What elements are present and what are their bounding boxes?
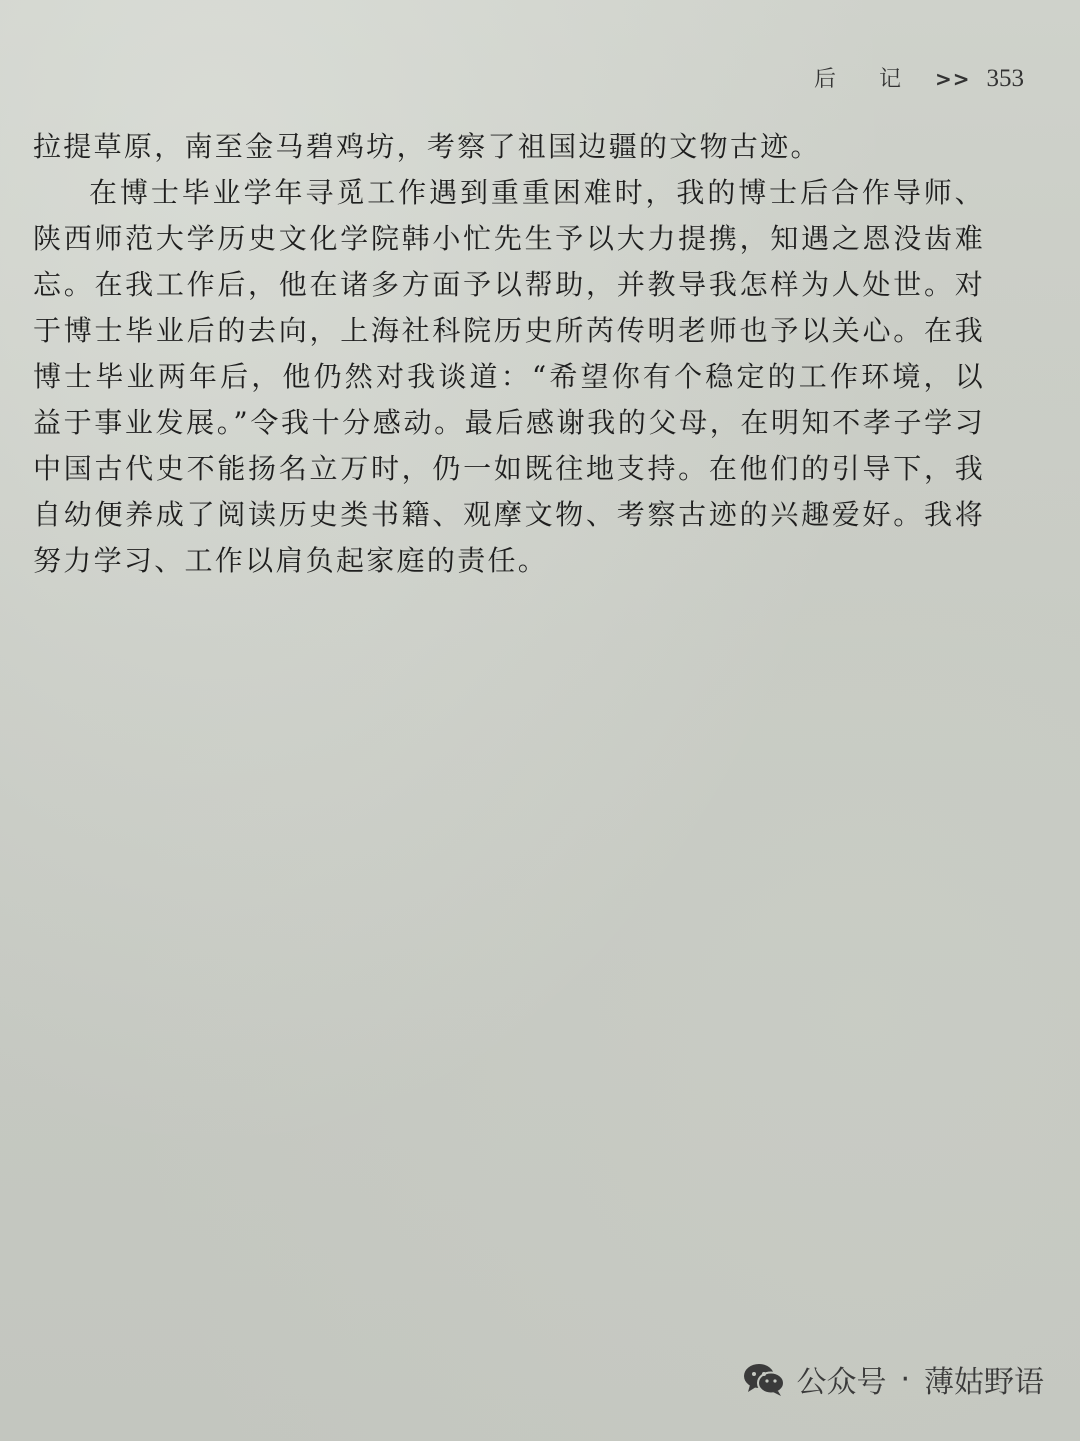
page-number: 353 (986, 65, 1024, 92)
header-title: 后 记 (813, 67, 919, 92)
header-arrows: >> (934, 67, 971, 91)
watermark-label: 公众号 (796, 1365, 887, 1400)
paragraph: 拉提草原，南至金马碧鸡坊，考察了祖国边疆的文物古迹。 (33, 130, 821, 163)
paragraph: 在博士毕业学年寻觅工作遇到重重困难时，我的博士后合作导师、陕西师范大学历史文化学院韩小忙先生予以大力提携，知遇之恩没齿难忘。在我工作后，他在诸多方面予以帮助，并教导我怎样为人处世。对于博士毕业后的去向，上海社科院历史所芮传明老师也予以关心。在我博士毕业两年后，他仍然对我谈道：“希望你有个稳定的工作环境，以益于事业发展。”令我十分感动。最后感谢我的父母，在明知不孝子学习中国古代史不能扬名立万时，仍一如既往地支持。在他们的引导下，我自幼便养成了阅读历史类书籍、观摩文物、考察古迹的兴趣爱好。我将努力学习、工作以肩负起家庭的责任。 (33, 176, 985, 577)
body-text (33, 124, 985, 584)
wechat-watermark (742, 1357, 1044, 1401)
watermark-account: 薄姑野语 (924, 1365, 1044, 1400)
wechat-icon (742, 1361, 786, 1397)
running-header (814, 62, 1024, 93)
watermark-separator: · (900, 1361, 910, 1397)
